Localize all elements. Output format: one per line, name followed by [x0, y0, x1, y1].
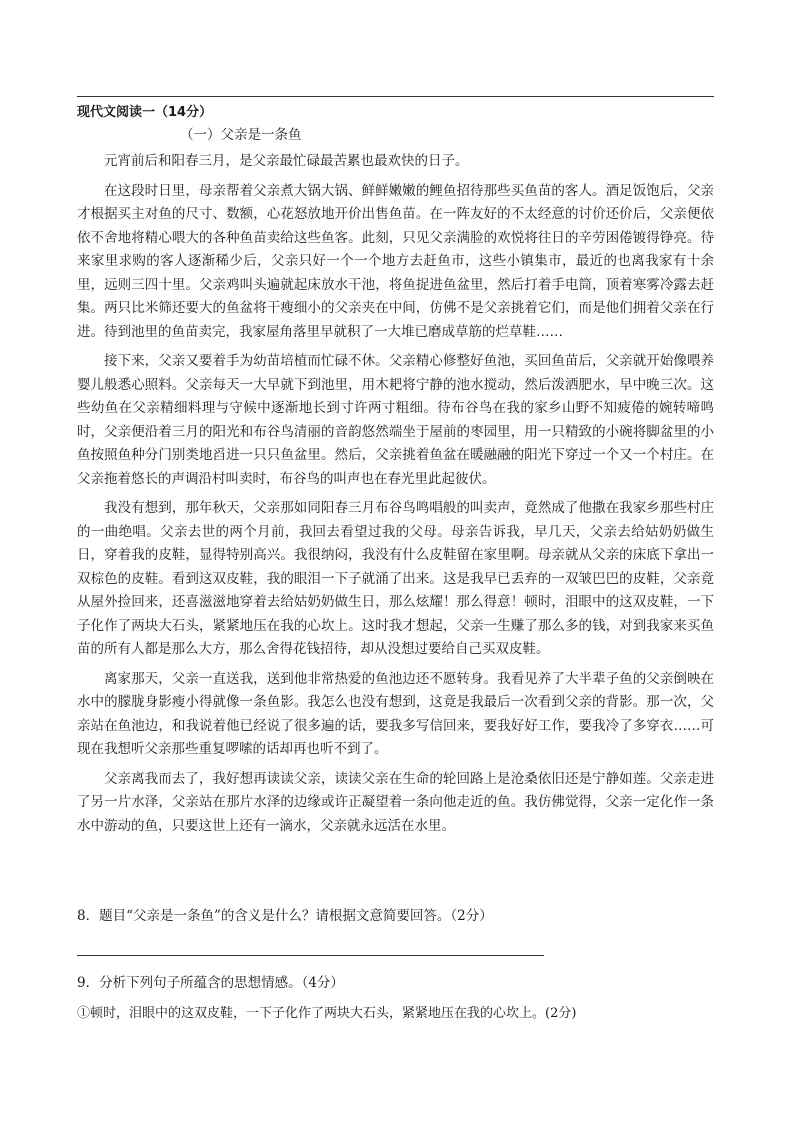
paragraph: 元宵前后和阳春三月，是父亲最忙碌最苦累也最欢快的日子。 [104, 153, 469, 169]
article-body [77, 150, 714, 844]
paragraph: 在这段时日里，母亲帮着父亲煮大锅大锅、鲜鲜嫩嫩的鲤鱼招待那些买鱼苗的客人。酒足饭饱后，父亲才根据买主对鱼的尺寸、数额，心花怒放地开价出售鱼苗。在一阵友好的不太经意的讨价还价后，父亲便依依不舍地将精心喂大的各种鱼苗卖给这些鱼客。此刻，只见父亲满脸的欢悦将往日的辛劳困倦镀得铮亮。待来家里求购的客人逐渐稀少后，父亲只好一个一个地方去赶鱼市，这些小镇集市，最近的也离我家有十余里，远则三四十里。父亲鸡叫头遍就起床放水干池，将鱼捉进鱼盆里，然后打着手电筒，顶着寒雾冷露去赶集。两只比米筛还要大的鱼盆将干瘦细小的父亲夹在中间，仿佛不是父亲挑着它们，而是他们拥着父亲在行进。待到池里的鱼苗卖完，我家屋角落里早就积了一大堆已磨成草筋的烂草鞋…… [77, 182, 714, 340]
question-9-item-1: ①顿时，泪眼中的这双皮鞋，一下子化作了两块大石头，紧紧地压在我的心坎上。(2分) [77, 1006, 577, 1021]
question-9: 9．分析下列句子所蕴含的思想情感。（4分） [77, 975, 344, 991]
answer-line[interactable] [77, 955, 544, 956]
paragraph: 接下来，父亲又要着手为幼苗培植而忙碌不休。父亲精心修整好鱼池，买回鱼苗后，父亲就开始像喂养婴儿般悉心照料。父亲每天一大早就下到池里，用木耙将宁静的池水搅动，然后泼洒肥水，早中晚三次。这些幼鱼在父亲精细料理与守候中逐渐地长到寸许两寸粗细。待布谷鸟在我的家乡山野不知疲倦的婉转啼鸣时，父亲便沿着三月的阳光和布谷鸟清丽的音韵悠然端坐于屋前的枣园里，用一只精致的小碗将脚盆里的小鱼按照鱼种分门别类地舀进一只只鱼盆里。然后，父亲挑着鱼盆在暖融融的阳光下穿过一个又一个村庄。在父亲拖着悠长的声调沿村叫卖时，布谷鸟的叫声也在春光里此起彼伏。 [77, 353, 714, 487]
section-heading: 现代文阅读一（14分） [77, 105, 213, 120]
paragraph: 我没有想到，那年秋天，父亲那如同阳春三月布谷鸟鸣唱般的叫卖声，竟然成了他撒在我家乡那些村庄的一曲绝唱。父亲去世的两个月前，我回去看望过我的父母。母亲告诉我，早几天，父亲去给姑奶奶做生日，穿着我的皮鞋，显得特别高兴。我很纳闷，我没有什么皮鞋留在家里啊。母亲就从父亲的床底下拿出一双棕色的皮鞋。看到这双皮鞋，我的眼泪一下子就涌了出来。这是我早已丢弃的一双皱巴巴的皮鞋，父亲竟从屋外捡回来，还喜滋滋地穿着去给姑奶奶做生日，那么炫耀！那么得意！顿时，泪眼中的这双皮鞋，一下子化作了两块大石头，紧紧地压在我的心坎上。这时我才想起，父亲一生赚了那么多的钱，对到我家来买鱼苗的所有人都是那么大方，那么舍得花钱招待，却从没想过要给自己买双皮鞋。 [77, 500, 714, 657]
question-8: 8．题目“父亲是一条鱼”的含义是什么？请根据文意简要回答。（2分） [77, 908, 493, 924]
paragraph: 父亲离我而去了，我好想再读读父亲，读读父亲在生命的轮回路上是沧桑依旧还是宁静如莲。父亲走进了另一片水泽，父亲站在那片水泽的边缘或许正凝望着一条向他走近的鱼。我仿佛觉得，父亲一定化作一条水中游动的鱼，只要这世上还有一滴水，父亲就永远活在水里。 [77, 770, 714, 834]
article-title: （一）父亲是一条鱼 [180, 127, 302, 143]
top-divider [77, 96, 714, 97]
paragraph: 离家那天，父亲一直送我，送到他非常热爱的鱼池边还不愿转身。我看见养了大半辈子鱼的父亲倒映在水中的朦胧身影瘦小得就像一条鱼影。我怎么也没有想到，这竟是我最后一次看到父亲的背影。那一次，父亲站在鱼池边，和我说着他已经说了很多遍的话，要我多写信回来，要我好好工作，要我冷了多穿衣……可现在我想听父亲那些重复啰嗦的话却再也听不到了。 [77, 670, 714, 757]
